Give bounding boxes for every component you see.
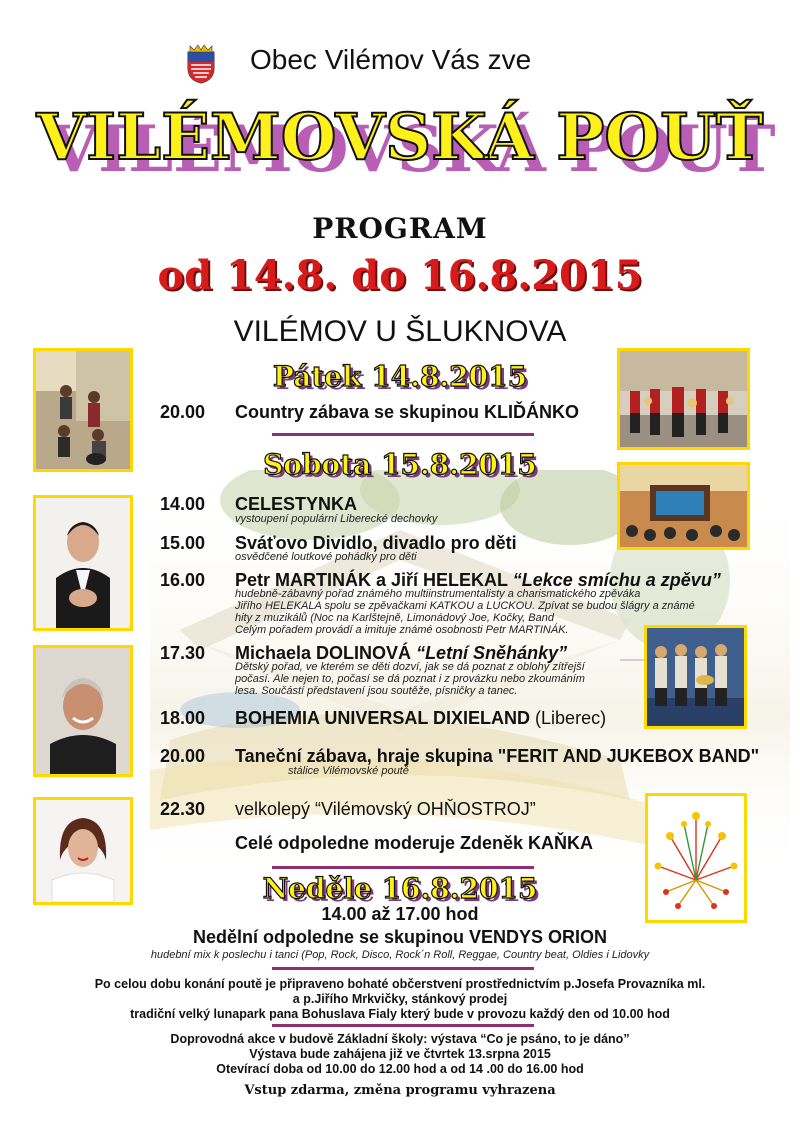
- event-time: 17.30: [160, 643, 206, 663]
- event-performers: BOHEMIA UNIVERSAL DIXIELAND: [235, 708, 531, 728]
- sunday-event: Nedělní odpoledne se skupinou VENDYS ORION: [192, 927, 608, 947]
- footer-line: a p.Jiřího Mrkvičky, stánkový prodej: [292, 992, 508, 1006]
- photo-portrait-helekal: [33, 495, 133, 631]
- photo-country-band: [33, 348, 133, 472]
- event-time: 14.00: [160, 494, 206, 514]
- event-time: 16.00: [160, 570, 206, 590]
- event-time: 20.00: [160, 402, 206, 422]
- footer-line: Výstava bude zahájena již ve čtvrtek 13.srpna 2015: [249, 1047, 551, 1061]
- day-heading-sunday: Neděle 16.8.2015: [262, 872, 538, 905]
- footer-line: Po celou dobu konání poutě je připraveno bohaté občerstvení prostřednictvím p.Josefa Provazníka ml.: [94, 977, 706, 991]
- event-title: velkolepý “Vilémovský OHŇOSTROJ”: [235, 799, 536, 819]
- event-subtitle: hity z muzikálů (Noc na Karlštejně, Limonádový Joe, Kočky, Band: [235, 612, 554, 624]
- event-subtitle: lesa. Součástí představení jsou soutěže, písničky a tanec.: [235, 685, 518, 697]
- event-show-name: “Letní Sněhánky”: [416, 643, 568, 663]
- event-subtitle: Celým pořadem provádí a imituje známé osobnosti Petr MARTINÁK.: [235, 624, 569, 636]
- separator: [272, 967, 534, 970]
- photo-puppet-theatre: [617, 462, 750, 550]
- poster-title: VILÉMOVSKÁ POUŤ: [36, 100, 764, 175]
- separator: [272, 433, 534, 436]
- photo-portrait-dolinova: [33, 797, 133, 905]
- event-time: 20.00: [160, 746, 206, 766]
- event-performers: Michaela DOLINOVÁ: [235, 643, 412, 663]
- event-time: 22.30: [160, 799, 206, 819]
- event-time: 15.00: [160, 533, 206, 553]
- sunday-time: 14.00 až 17.00 hod: [321, 904, 479, 924]
- fireworks-icon: [645, 793, 747, 923]
- place-name: VILÉMOV U ŠLUKNOVA: [233, 315, 567, 348]
- event-performers: Petr MARTINÁK a Jiří HELEKAL: [235, 570, 508, 590]
- village-crest-icon: [187, 44, 215, 84]
- sunday-subtitle: hudební mix k poslechu i tanci (Pop, Rock, Disco, Rock´n Roll, Reggae, Country beat, Oldies i Lidovky: [150, 949, 650, 961]
- event-title: [235, 708, 606, 729]
- event-moderator: Celé odpoledne moderuje Zdeněk KAŇKA: [235, 833, 594, 853]
- photo-dixieland-band: [644, 625, 747, 729]
- event-subtitle: osvědčené loutkové pohádky pro děti: [235, 551, 417, 563]
- event-subtitle: Jiřího HELEKALA spolu se zpěvačkami KATKOU a LUCKOU. Zpívat se budou šlágry a známé: [235, 600, 695, 612]
- event-show-name: “Lekce smíchu a zpěvu”: [512, 570, 721, 590]
- event-title: Taneční zábava, hraje skupina "FERIT AND JUKEBOX BAND": [235, 746, 760, 766]
- photo-portrait-martinak: [33, 645, 133, 777]
- invite-text: Obec Vilémov Vás zve: [250, 44, 532, 75]
- event-subtitle: Dětský pořad, ve kterém se děti dozví, jak se dá poznat z oblohy zítřejší: [235, 661, 585, 673]
- separator: [272, 866, 534, 869]
- event-subtitle: vystoupení populární Liberecké dechovky: [235, 513, 438, 525]
- closing-note: Vstup zdarma, změna programu vyhrazena: [244, 1083, 556, 1098]
- event-subtitle: stálice Vilémovské poutě: [288, 765, 409, 777]
- separator: [272, 1024, 534, 1027]
- footer-line: Doprovodná akce v budově Základní školy: výstava “Co je psáno, to je dáno”: [170, 1032, 630, 1046]
- footer-line: Otevírací doba od 10.00 do 12.00 hod a od 14 .00 do 16.00 hod: [216, 1062, 584, 1076]
- day-heading-friday: Pátek 14.8.2015: [272, 360, 528, 393]
- event-origin: (Liberec): [535, 708, 607, 728]
- photo-brass-band: [617, 348, 750, 450]
- date-range: od 14.8. do 16.8.2015: [157, 252, 643, 299]
- event-subtitle: hudebně-zábavný pořad známého multiinstrumentalisty a charismatického zpěváka: [235, 588, 641, 600]
- event-subtitle: počasí. Ale nejen to, počasí se dá poznat i z provázku nebo zkoumáním: [235, 673, 585, 685]
- event-title: CELESTYNKA: [235, 494, 358, 514]
- event-title: Country zábava se skupinou KLIĎÁNKO: [235, 402, 580, 422]
- event-title: Sváťovo Dividlo, divadlo pro děti: [235, 533, 517, 553]
- day-heading-saturday: Sobota 15.8.2015: [263, 448, 537, 481]
- program-heading: PROGRAM: [312, 212, 488, 245]
- event-time: 18.00: [160, 708, 206, 728]
- footer-line: tradiční velký lunapark pana Bohuslava Fialy který bude v provozu každý den od 10.00 hod: [130, 1007, 670, 1021]
